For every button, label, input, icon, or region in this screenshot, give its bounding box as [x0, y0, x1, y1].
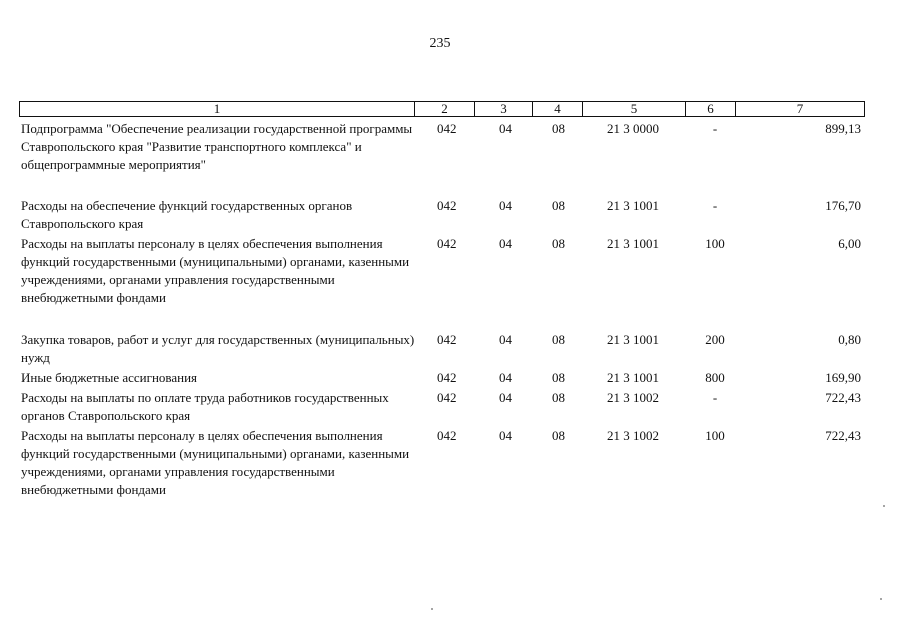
header-cell-4: 4 — [533, 102, 583, 116]
row-col6: - — [712, 198, 718, 213]
row-col2: 042 — [437, 370, 457, 385]
row-name: Закупка товаров, работ и услуг для государственных (муниципальных) нужд — [21, 332, 415, 365]
row-col3: 04 — [499, 198, 512, 213]
row-col3: 04 — [499, 236, 512, 251]
row-col2: 042 — [437, 390, 457, 405]
row-col5: 21 3 1002 — [607, 428, 659, 443]
header-cell-3: 3 — [475, 102, 533, 116]
row-col4: 08 — [552, 370, 565, 385]
row-col7: 176,70 — [825, 198, 861, 213]
row-col6: 100 — [705, 428, 725, 443]
row-col3: 04 — [499, 332, 512, 347]
row-col2: 042 — [437, 121, 457, 136]
row-col7: 6,00 — [838, 236, 861, 251]
row-col3: 04 — [499, 428, 512, 443]
row-name: Расходы на обеспечение функций государственных органов Ставропольского края — [21, 198, 353, 231]
table-header — [19, 101, 865, 117]
row-col6: - — [712, 121, 718, 136]
row-col2: 042 — [437, 198, 457, 213]
row-col7: 722,43 — [825, 428, 861, 443]
row-col6: 100 — [705, 236, 725, 251]
row-col4: 08 — [552, 236, 565, 251]
row-col7: 899,13 — [825, 121, 861, 136]
row-col4: 08 — [552, 390, 565, 405]
row-col2: 042 — [437, 428, 457, 443]
row-name: Расходы на выплаты персоналу в целях обеспечения выполнения функций государственными (муниципальными) органами, казенными учреждениями, органами управления государственными внебюджетными фондами — [21, 428, 410, 497]
row-col3: 04 — [499, 390, 512, 405]
header-cell-1: 1 — [20, 102, 415, 116]
row-name: Иные бюджетные ассигнования — [21, 370, 198, 385]
row-col5: 21 3 1002 — [607, 390, 659, 405]
scan-speck — [883, 505, 885, 507]
row-name: Расходы на выплаты по оплате труда работников государственных органов Ставропольского края — [21, 390, 389, 423]
row-col4: 08 — [552, 198, 565, 213]
row-name: Подпрограмма "Обеспечение реализации государственной программы Ставропольского края "Развитие транспортного комплекса" и общепрограммные мероприятия" — [21, 121, 413, 172]
scan-speck — [880, 598, 882, 600]
row-col6: 800 — [705, 370, 725, 385]
row-col5: 21 3 1001 — [607, 236, 659, 251]
row-col4: 08 — [552, 428, 565, 443]
row-col2: 042 — [437, 332, 457, 347]
scan-speck — [431, 608, 433, 610]
header-cell-7: 7 — [796, 101, 804, 116]
row-col6: 200 — [705, 332, 725, 347]
row-col5: 21 3 1001 — [607, 370, 659, 385]
header-cell-6: 6 — [686, 102, 736, 116]
header-cell-5: 5 — [583, 102, 686, 116]
page-number: 235 — [429, 36, 451, 51]
row-col2: 042 — [437, 236, 457, 251]
row-col5: 21 3 0000 — [607, 121, 659, 136]
row-col5: 21 3 1001 — [607, 332, 659, 347]
row-col7: 722,43 — [825, 390, 861, 405]
row-col5: 21 3 1001 — [607, 198, 659, 213]
row-col3: 04 — [499, 121, 512, 136]
row-name: Расходы на выплаты персоналу в целях обеспечения выполнения функций государственными (муниципальными) органами, казенными учреждениями, органами управления государственными внебюджетными фондами — [21, 236, 410, 305]
row-col7: 0,80 — [838, 332, 861, 347]
row-col4: 08 — [552, 121, 565, 136]
header-cell-2: 2 — [415, 102, 475, 116]
row-col3: 04 — [499, 370, 512, 385]
row-col7: 169,90 — [825, 370, 861, 385]
row-col6: - — [712, 390, 718, 405]
row-col4: 08 — [552, 332, 565, 347]
